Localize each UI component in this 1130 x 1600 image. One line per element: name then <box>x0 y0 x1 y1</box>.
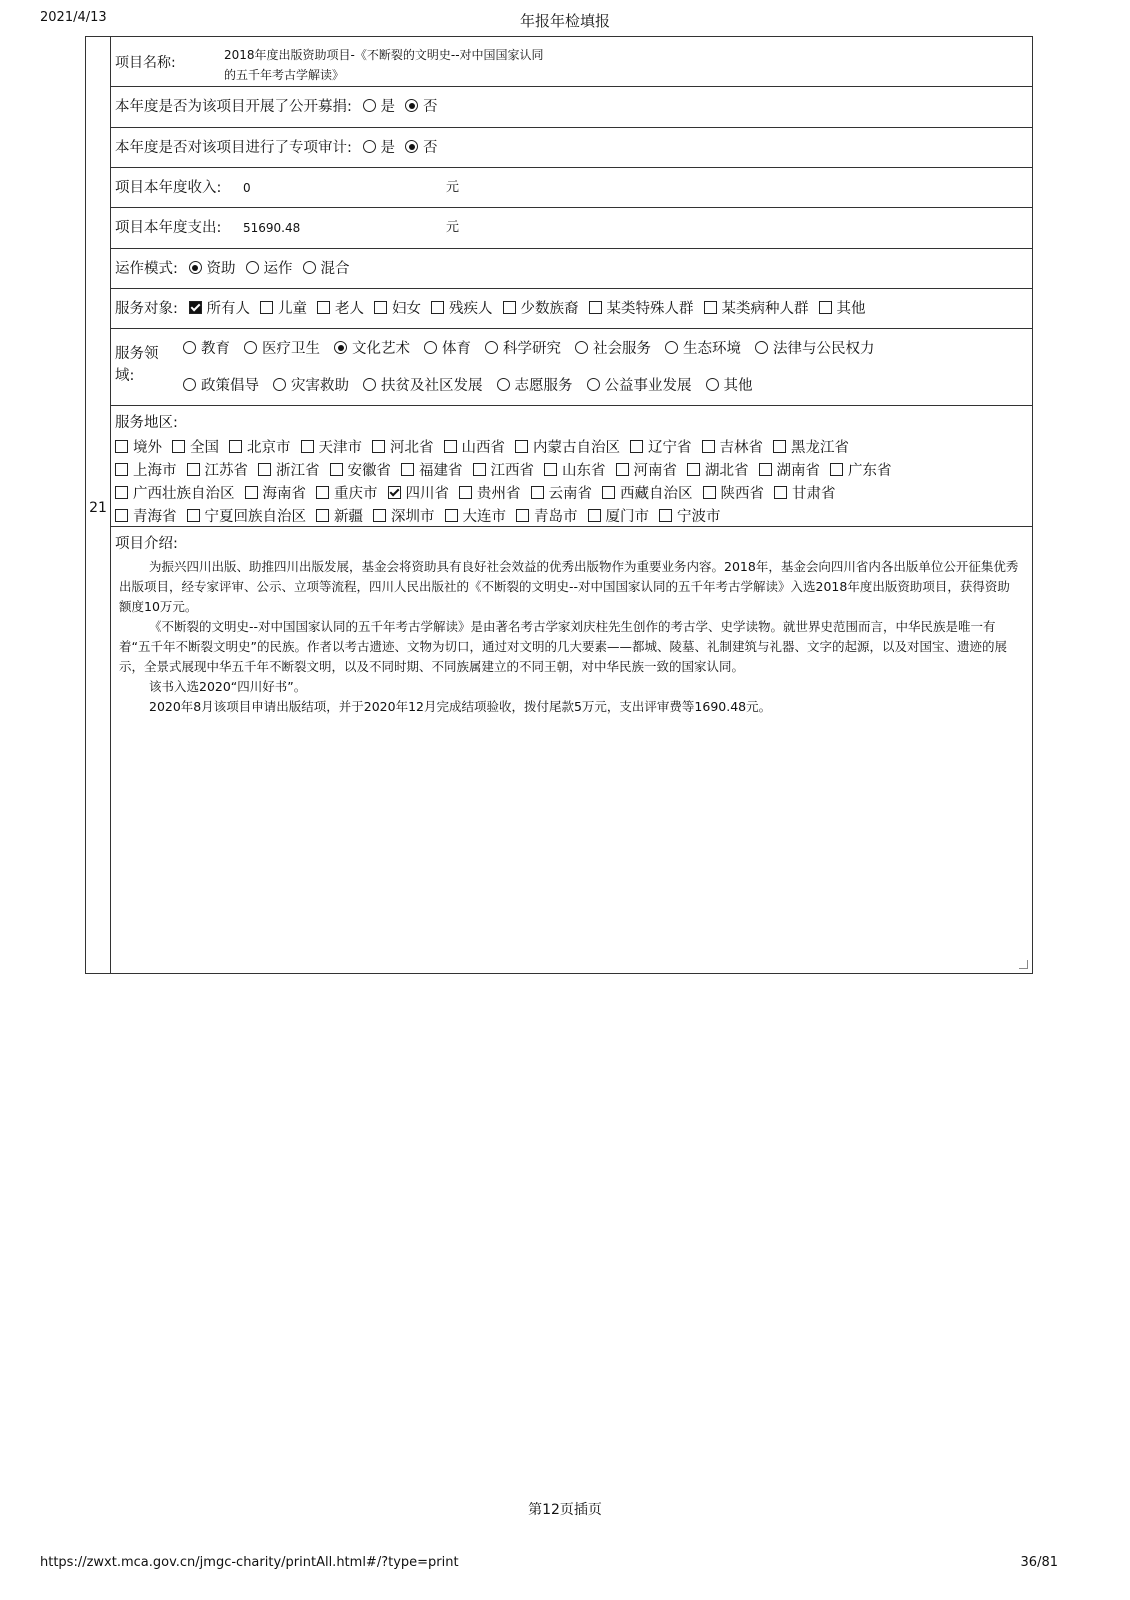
option-label: 其他 <box>836 301 866 317</box>
checkbox[interactable] <box>372 440 385 453</box>
field-option[interactable] <box>183 337 230 358</box>
audit-row <box>111 128 1032 168</box>
fields-label-line2: 域: <box>115 368 135 384</box>
checkbox[interactable] <box>773 440 786 453</box>
mode-label: 运作模式: <box>115 261 178 277</box>
target-option[interactable] <box>260 289 307 329</box>
option-label: 重庆市 <box>334 486 378 502</box>
region-option[interactable] <box>372 436 434 457</box>
expense-row <box>111 208 1032 249</box>
option-label: 志愿服务 <box>514 378 573 394</box>
print-url: https://zwxt.mca.gov.cn/jmgc-charity/printAll.html#/?type=print <box>40 1555 459 1570</box>
radio-button[interactable] <box>363 378 376 391</box>
radio-button[interactable] <box>246 261 259 274</box>
income-unit: 元 <box>446 180 460 195</box>
audit-option[interactable] <box>363 128 396 168</box>
option-label: 浙江省 <box>276 463 320 479</box>
option-label: 云南省 <box>548 486 592 502</box>
option-label: 其他 <box>723 378 753 394</box>
income-label: 项目本年度收入: <box>115 180 222 196</box>
option-label: 西藏自治区 <box>620 486 693 502</box>
checkbox[interactable] <box>589 301 602 314</box>
audit-label: 本年度是否对该项目进行了专项审计: <box>115 140 352 156</box>
target-option[interactable] <box>704 289 809 329</box>
audit-options <box>357 140 442 156</box>
checkbox[interactable] <box>616 463 629 476</box>
option-label: 少数族裔 <box>520 301 579 317</box>
checkbox[interactable] <box>473 463 486 476</box>
mode-option[interactable] <box>246 249 293 289</box>
radio-button[interactable] <box>587 378 600 391</box>
intro-paragraph-4: 2020年8月该项目申请出版结项，并于2020年12月完成结项验收，拨付尾款5万元，支出评审费等1690.48元。 <box>149 699 772 714</box>
radio-button[interactable] <box>183 341 196 354</box>
radio-button[interactable] <box>303 261 316 274</box>
checkbox[interactable] <box>187 509 200 522</box>
option-label: 湖北省 <box>705 463 749 479</box>
intro-paragraph-1: 为振兴四川出版、助推四川出版发展，基金会将资助具有良好社会效益的优秀出版物作为重要业务内容。2018年，基金会向四川省内各出版单位公开征集优秀出版项目，经专家评审、公示、立项等流程，四川人民出版社的《不断裂的文明史--对中国国家认同的五千年考古学解读》入选2018年度出版资助项目，获得资助额度10万元。 <box>119 559 1019 614</box>
radio-button[interactable] <box>424 341 437 354</box>
option-label: 湖南省 <box>776 463 820 479</box>
checkbox[interactable] <box>503 301 516 314</box>
option-label: 陕西省 <box>720 486 764 502</box>
checkbox[interactable] <box>602 486 615 499</box>
field-option[interactable] <box>497 374 573 395</box>
radio-button[interactable] <box>273 378 286 391</box>
income-value[interactable]: 0 <box>243 181 251 195</box>
project-name-row <box>111 37 1032 87</box>
field-option[interactable] <box>363 374 483 395</box>
checkbox[interactable] <box>316 509 329 522</box>
option-label: 安徽省 <box>347 463 391 479</box>
row-number: 21 <box>89 500 107 516</box>
checkbox[interactable] <box>115 463 128 476</box>
checkbox[interactable] <box>704 301 717 314</box>
option-label: 新疆 <box>334 509 363 525</box>
regions-line <box>115 459 1032 482</box>
radio-button[interactable] <box>363 99 376 112</box>
region-option[interactable] <box>401 459 463 480</box>
textarea-resize-handle[interactable] <box>1019 960 1028 969</box>
checkbox[interactable] <box>703 486 716 499</box>
radio-button[interactable] <box>497 378 510 391</box>
region-option[interactable] <box>115 459 177 480</box>
intro-textarea[interactable] <box>119 557 1020 717</box>
region-option[interactable] <box>473 459 535 480</box>
region-option[interactable] <box>516 505 578 526</box>
checkbox[interactable] <box>330 463 343 476</box>
radio-button[interactable] <box>405 140 418 153</box>
region-option[interactable] <box>330 459 392 480</box>
option-label: 山西省 <box>461 440 505 456</box>
checkbox[interactable] <box>373 509 386 522</box>
radio-button[interactable] <box>755 341 768 354</box>
checkbox[interactable] <box>630 440 643 453</box>
option-label: 宁夏回族自治区 <box>204 509 306 525</box>
checkbox[interactable] <box>819 301 832 314</box>
radio-button[interactable] <box>485 341 498 354</box>
option-label: 大连市 <box>462 509 506 525</box>
checkbox[interactable] <box>531 486 544 499</box>
checkbox[interactable] <box>702 440 715 453</box>
checkbox[interactable] <box>258 463 271 476</box>
checkbox[interactable] <box>317 301 330 314</box>
intro-label: 项目介绍: <box>115 536 178 552</box>
checkbox[interactable] <box>187 463 200 476</box>
option-label: 境外 <box>133 440 162 456</box>
option-label: 青海省 <box>133 509 177 525</box>
option-label: 北京市 <box>247 440 291 456</box>
checkbox[interactable] <box>260 301 273 314</box>
expense-label: 项目本年度支出: <box>115 220 222 236</box>
regions-grid <box>115 436 1032 528</box>
project-form <box>85 36 1033 974</box>
intro-row <box>111 527 1032 973</box>
region-option[interactable] <box>172 436 219 457</box>
checkbox[interactable] <box>316 486 329 499</box>
option-label: 是 <box>380 140 395 156</box>
option-label: 老人 <box>335 301 364 317</box>
region-option[interactable] <box>659 505 721 526</box>
option-label: 厦门市 <box>605 509 649 525</box>
option-label: 灾害救助 <box>291 378 349 394</box>
option-label: 福建省 <box>419 463 463 479</box>
region-option[interactable] <box>301 436 363 457</box>
field-option[interactable] <box>424 337 471 358</box>
option-label: 四川省 <box>405 486 449 502</box>
region-option[interactable] <box>115 436 162 457</box>
radio-button[interactable] <box>575 341 588 354</box>
option-label: 贵州省 <box>477 486 521 502</box>
checkbox[interactable] <box>431 301 444 314</box>
option-label: 医疗卫生 <box>262 341 320 357</box>
expense-value[interactable]: 51690.48 <box>243 221 301 235</box>
region-option[interactable] <box>459 482 521 503</box>
income-row <box>111 168 1032 208</box>
field-option[interactable] <box>273 374 349 395</box>
radio-button[interactable] <box>405 99 418 112</box>
checkbox[interactable] <box>301 440 314 453</box>
fundraising-label: 本年度是否为该项目开展了公开募捐: <box>115 99 352 115</box>
option-label: 某类病种人群 <box>721 301 809 317</box>
option-label: 生态环境 <box>683 341 741 357</box>
radio-button[interactable] <box>363 140 376 153</box>
fields-row <box>111 329 1032 406</box>
option-label: 江苏省 <box>204 463 248 479</box>
field-option[interactable] <box>706 374 753 395</box>
target-option[interactable] <box>317 289 364 329</box>
option-label: 否 <box>423 99 438 115</box>
radio-button[interactable] <box>244 341 257 354</box>
region-option[interactable] <box>702 436 764 457</box>
regions-row <box>111 406 1032 527</box>
option-label: 宁波市 <box>677 509 721 525</box>
radio-button[interactable] <box>189 261 202 274</box>
option-label: 公益事业发展 <box>604 378 692 394</box>
region-option[interactable] <box>544 459 606 480</box>
checkbox[interactable] <box>388 486 401 499</box>
fields-options-row1 <box>173 337 879 358</box>
checkbox[interactable] <box>444 440 457 453</box>
checkbox[interactable] <box>115 440 128 453</box>
project-name-label: 项目名称: <box>115 55 176 71</box>
option-label: 吉林省 <box>719 440 763 456</box>
region-option[interactable] <box>445 505 507 526</box>
mode-row <box>111 249 1032 289</box>
option-label: 黑龙江省 <box>791 440 849 456</box>
region-option[interactable] <box>759 459 821 480</box>
expense-unit: 元 <box>446 220 460 235</box>
option-label: 扶贫及社区发展 <box>381 378 483 394</box>
option-label: 广西壮族自治区 <box>133 486 235 502</box>
regions-line <box>115 482 1032 505</box>
option-label: 政策倡导 <box>201 378 259 394</box>
checkbox[interactable] <box>115 486 128 499</box>
checkbox[interactable] <box>516 509 529 522</box>
region-option[interactable] <box>444 436 506 457</box>
page-note: 第12页插页 <box>528 1502 602 1518</box>
option-label: 河南省 <box>633 463 677 479</box>
option-label: 某类特殊人群 <box>606 301 694 317</box>
targets-label: 服务对象: <box>115 301 178 317</box>
regions-line <box>115 505 1032 528</box>
checkbox[interactable] <box>401 463 414 476</box>
option-label: 内蒙古自治区 <box>533 440 620 456</box>
region-option[interactable] <box>229 436 291 457</box>
fundraising-options <box>357 99 442 115</box>
checkbox[interactable] <box>588 509 601 522</box>
checkbox[interactable] <box>515 440 528 453</box>
region-option[interactable] <box>316 505 363 526</box>
option-label: 妇女 <box>392 301 421 317</box>
targets-row <box>111 289 1032 329</box>
region-option[interactable] <box>258 459 320 480</box>
fundraising-option[interactable] <box>405 87 438 127</box>
option-label: 所有人 <box>206 301 250 317</box>
target-option[interactable] <box>589 289 694 329</box>
target-option[interactable] <box>189 289 251 329</box>
region-option[interactable] <box>773 436 849 457</box>
region-option[interactable] <box>703 482 765 503</box>
option-label: 法律与公民权力 <box>773 341 875 357</box>
checkbox[interactable] <box>245 486 258 499</box>
option-label: 体育 <box>442 341 471 357</box>
checkbox[interactable] <box>774 486 787 499</box>
region-option[interactable] <box>774 482 836 503</box>
option-label: 文化艺术 <box>352 341 410 357</box>
mode-options <box>183 261 354 277</box>
option-label: 科学研究 <box>503 341 561 357</box>
print-title: 年报年检填报 <box>519 12 610 30</box>
option-label: 辽宁省 <box>648 440 692 456</box>
mode-option[interactable] <box>189 249 236 289</box>
row-number-column <box>86 37 111 973</box>
region-option[interactable] <box>187 459 249 480</box>
region-option[interactable] <box>630 436 692 457</box>
field-option[interactable] <box>183 374 259 395</box>
option-label: 上海市 <box>133 463 177 479</box>
checkbox[interactable] <box>687 463 700 476</box>
option-label: 海南省 <box>262 486 306 502</box>
checkbox[interactable] <box>659 509 672 522</box>
option-label: 教育 <box>201 341 230 357</box>
option-label: 青岛市 <box>534 509 578 525</box>
checkbox[interactable] <box>374 301 387 314</box>
region-option[interactable] <box>115 482 235 503</box>
checkbox[interactable] <box>830 463 843 476</box>
fundraising-row <box>111 87 1032 128</box>
checkbox[interactable] <box>115 509 128 522</box>
project-name-line1: 2018年度出版资助项目-《不断裂的文明史--对中国国家认同 <box>224 48 544 62</box>
option-label: 深圳市 <box>391 509 435 525</box>
checkbox[interactable] <box>459 486 472 499</box>
fields-label-line1: 服务领 <box>115 346 159 362</box>
option-label: 山东省 <box>562 463 606 479</box>
option-label: 否 <box>423 140 438 156</box>
checkbox[interactable] <box>445 509 458 522</box>
region-option[interactable] <box>373 505 435 526</box>
checkbox[interactable] <box>759 463 772 476</box>
radio-button[interactable] <box>183 378 196 391</box>
option-label: 甘肃省 <box>792 486 836 502</box>
print-date: 2021/4/13 <box>40 10 107 25</box>
field-option[interactable] <box>665 337 741 358</box>
target-option[interactable] <box>819 289 866 329</box>
option-label: 广东省 <box>848 463 892 479</box>
radio-button[interactable] <box>706 378 719 391</box>
target-option[interactable] <box>503 289 579 329</box>
field-option[interactable] <box>244 337 320 358</box>
regions-label: 服务地区: <box>115 415 178 431</box>
project-name-line2: 的五千年考古学解读》 <box>224 68 345 82</box>
region-option[interactable] <box>602 482 693 503</box>
option-label: 江西省 <box>490 463 534 479</box>
fields-label <box>115 343 159 387</box>
targets-options <box>183 301 870 317</box>
region-option[interactable] <box>388 482 450 503</box>
field-option[interactable] <box>485 337 561 358</box>
form-main <box>111 37 1032 973</box>
region-option[interactable] <box>515 436 620 457</box>
region-option[interactable] <box>588 505 650 526</box>
intro-paragraph-3: 该书入选2020“四川好书”。 <box>149 679 307 694</box>
option-label: 残疾人 <box>449 301 493 317</box>
option-label: 是 <box>380 99 395 115</box>
region-option[interactable] <box>687 459 749 480</box>
region-option[interactable] <box>115 505 177 526</box>
field-option[interactable] <box>575 337 651 358</box>
region-option[interactable] <box>616 459 678 480</box>
mode-option[interactable] <box>303 249 350 289</box>
option-label: 全国 <box>190 440 219 456</box>
field-option[interactable] <box>587 374 692 395</box>
option-label: 天津市 <box>318 440 362 456</box>
radio-button[interactable] <box>334 341 347 354</box>
region-option[interactable] <box>187 505 307 526</box>
audit-option[interactable] <box>405 128 438 168</box>
region-option[interactable] <box>531 482 593 503</box>
checkbox[interactable] <box>229 440 242 453</box>
region-option[interactable] <box>316 482 378 503</box>
target-option[interactable] <box>374 289 421 329</box>
regions-line <box>115 436 1032 459</box>
region-option[interactable] <box>245 482 307 503</box>
option-label: 社会服务 <box>593 341 651 357</box>
option-label: 混合 <box>320 261 350 277</box>
project-name-field[interactable] <box>224 45 604 85</box>
target-option[interactable] <box>431 289 493 329</box>
checkbox[interactable] <box>189 301 202 314</box>
print-page-count: 36/81 <box>1020 1555 1058 1570</box>
option-label: 运作 <box>263 261 293 277</box>
checkbox[interactable] <box>544 463 557 476</box>
intro-paragraph-2: 《不断裂的文明史--对中国国家认同的五千年考古学解读》是由著名考古学家刘庆柱先生创作的考古学、史学读物。就世界史范围而言，中华民族是唯一有着“五千年不断裂文明史”的民族。作者以考古遗迹、文物为切口，通过对文明的几大要素——都城、陵墓、礼制建筑与礼器、文字的起源，以及对国宝、遗迹的展示，全景式展现中华五千年不断裂文明，以及不同时期、不同族属建立的不同王朝，对中华民族一致的国家认同。 <box>119 619 1007 674</box>
checkbox[interactable] <box>172 440 185 453</box>
fields-options-row2 <box>173 374 757 395</box>
option-label: 河北省 <box>390 440 434 456</box>
fundraising-option[interactable] <box>363 87 396 127</box>
option-label: 资助 <box>206 261 236 277</box>
field-option[interactable] <box>755 337 875 358</box>
region-option[interactable] <box>830 459 892 480</box>
option-label: 儿童 <box>278 301 307 317</box>
radio-button[interactable] <box>665 341 678 354</box>
field-option[interactable] <box>334 337 410 358</box>
